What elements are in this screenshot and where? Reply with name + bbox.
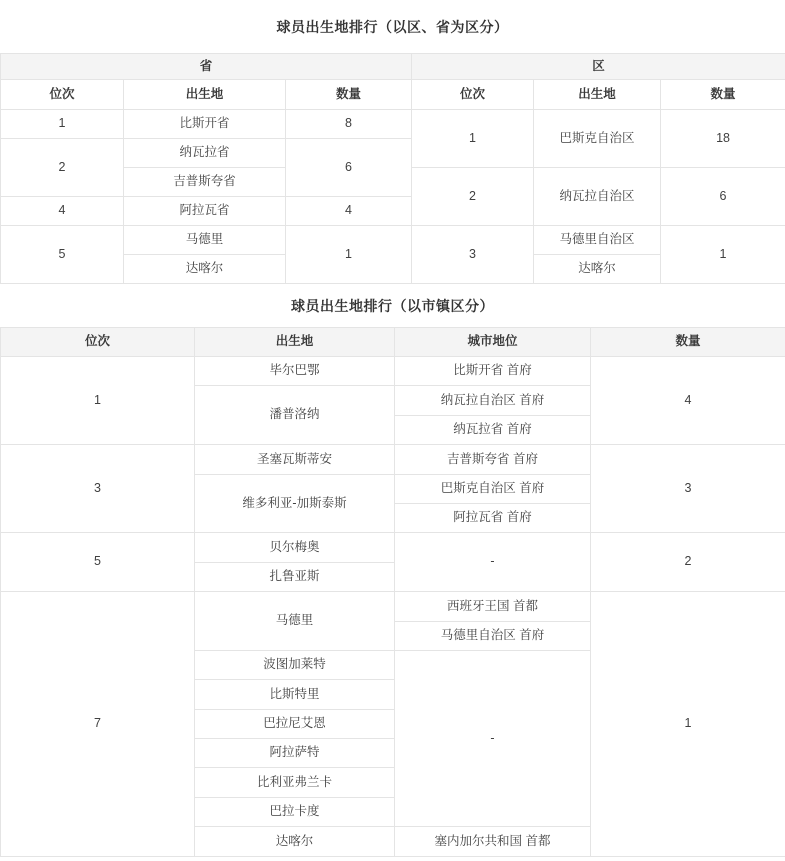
table-row xyxy=(1,357,785,386)
birthplace-cell: 马德里 xyxy=(195,592,395,651)
birthplace-cell: 达喀尔 xyxy=(124,255,286,284)
count-cell: 18 xyxy=(661,110,785,168)
rank-cell: 5 xyxy=(1,533,195,592)
birthplace-cell: 纳瓦拉省 xyxy=(124,139,286,168)
column-header-birthplace: 出生地 xyxy=(534,80,661,110)
count-cell: 4 xyxy=(286,197,412,226)
birthplace-cell: 纳瓦拉自治区 xyxy=(534,168,661,226)
column-header-count: 数量 xyxy=(661,80,785,110)
city-status-cell: 纳瓦拉自治区 首府 xyxy=(395,386,591,415)
column-header-count: 数量 xyxy=(286,80,412,110)
birthplace-cell: 比斯开省 xyxy=(124,110,286,139)
birthplace-cell: 贝尔梅奥 xyxy=(195,533,395,562)
table-row xyxy=(1,54,785,80)
city-status-cell: 纳瓦拉省 首府 xyxy=(395,415,591,444)
column-header-rank: 位次 xyxy=(1,80,124,110)
rank-cell: 1 xyxy=(412,110,534,168)
count-cell: 1 xyxy=(661,226,785,284)
count-cell: 1 xyxy=(286,226,412,284)
birthplace-cell: 潘普洛纳 xyxy=(195,386,395,445)
count-cell: 4 xyxy=(591,357,785,445)
count-cell: 3 xyxy=(591,445,785,533)
rank-cell: 7 xyxy=(1,592,195,857)
birthplace-cell: 巴斯克自治区 xyxy=(534,110,661,168)
city-status-cell: 巴斯克自治区 首府 xyxy=(395,474,591,503)
city-status-cell: 西班牙王国 首都 xyxy=(395,592,591,621)
column-header-city-status: 城市地位 xyxy=(395,328,591,357)
city-status-cell: 吉普斯夸省 首府 xyxy=(395,445,591,474)
rank-cell: 5 xyxy=(1,226,124,284)
table2-title: 球员出生地排行（以市镇区分） xyxy=(291,297,494,314)
birthplace-cell: 巴拉卡度 xyxy=(195,797,395,826)
city-status-cell: - xyxy=(395,650,591,826)
column-header-birthplace: 出生地 xyxy=(124,80,286,110)
table1-title: 球员出生地排行（以区、省为区分） xyxy=(276,18,509,35)
birthplace-cell: 维多利亚-加斯泰斯 xyxy=(195,474,395,533)
birthplace-cell: 达喀尔 xyxy=(195,827,395,856)
city-status-cell: 塞内加尔共和国 首都 xyxy=(395,827,591,856)
count-cell: 1 xyxy=(591,592,785,857)
birthplace-cell: 巴拉尼艾恩 xyxy=(195,709,395,738)
birthplace-cell: 波图加莱特 xyxy=(195,650,395,679)
birthplace-cell: 马德里自治区 xyxy=(534,226,661,255)
table-row xyxy=(1,110,785,139)
table-row xyxy=(1,226,785,255)
city-status-cell: 阿拉瓦省 首府 xyxy=(395,503,591,532)
rank-cell: 3 xyxy=(412,226,534,284)
birthplace-cell: 吉普斯夸省 xyxy=(124,168,286,197)
city-status-cell: 比斯开省 首府 xyxy=(395,357,591,386)
province-district-ranking-table xyxy=(0,53,785,284)
birthplace-cell: 圣塞瓦斯蒂安 xyxy=(195,445,395,474)
city-status-cell: - xyxy=(395,533,591,592)
birthplace-cell: 扎鲁亚斯 xyxy=(195,562,395,591)
birthplace-cell: 马德里 xyxy=(124,226,286,255)
count-cell: 8 xyxy=(286,110,412,139)
count-cell: 6 xyxy=(661,168,785,226)
table-row xyxy=(1,533,785,562)
table-row xyxy=(1,80,785,110)
rank-cell: 3 xyxy=(1,445,195,533)
town-ranking-table xyxy=(0,327,785,857)
count-cell: 2 xyxy=(591,533,785,592)
column-header-count: 数量 xyxy=(591,328,785,357)
count-cell: 6 xyxy=(286,139,412,197)
rank-cell: 1 xyxy=(1,110,124,139)
birthplace-cell: 达喀尔 xyxy=(534,255,661,284)
table-row xyxy=(1,592,785,621)
table-row xyxy=(1,328,785,357)
table-row xyxy=(1,445,785,474)
birthplace-cell: 阿拉萨特 xyxy=(195,739,395,768)
rank-cell: 2 xyxy=(412,168,534,226)
province-group-header: 省 xyxy=(1,54,412,80)
column-header-rank: 位次 xyxy=(412,80,534,110)
birthplace-cell: 毕尔巴鄂 xyxy=(195,357,395,386)
rank-cell: 4 xyxy=(1,197,124,226)
rank-cell: 1 xyxy=(1,357,195,445)
rank-cell: 2 xyxy=(1,139,124,197)
birthplace-cell: 比斯特里 xyxy=(195,680,395,709)
birthplace-cell: 阿拉瓦省 xyxy=(124,197,286,226)
birthplace-cell: 比利亚弗兰卡 xyxy=(195,768,395,797)
city-status-cell: 马德里自治区 首府 xyxy=(395,621,591,650)
district-group-header: 区 xyxy=(412,54,785,80)
column-header-rank: 位次 xyxy=(1,328,195,357)
column-header-birthplace: 出生地 xyxy=(195,328,395,357)
